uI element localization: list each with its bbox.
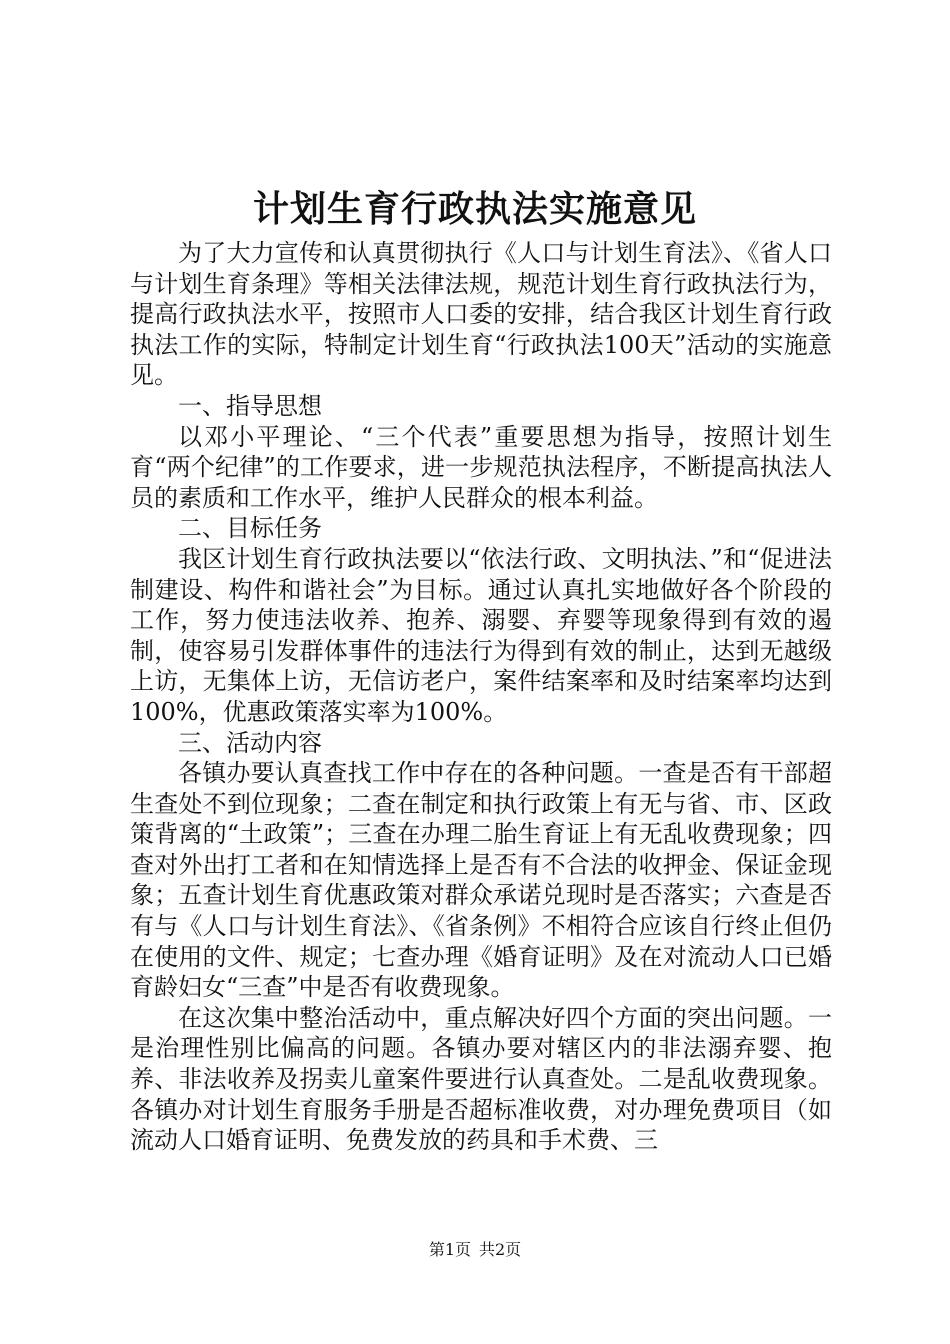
section-heading-activities: 三、活动内容 [178,728,322,757]
document-body [130,238,832,1156]
key-issues-paragraph: 在这次集中整治活动中，重点解决好四个方面的突出问题。一是治理性别比偏高的问题。各镇办要对辖区内的非法溺弃婴、抱养、非法收养及拐卖儿童案件要进行认真查处。二是乱收费现象。各镇办对计划生育服务手册是否超标准收费，对办理免费项目（如流动人口婚育证明、免费发放的药具和手术费、三 [130,1003,832,1155]
intro-paragraph: 为了大力宣传和认真贯彻执行《人口与计划生育法》、《省人口与计划生育条理》等相关法律法规，规范计划生育行政执法行为，提高行政执法水平，按照市人口委的安排，结合我区计划生育行政执法工作的实际，特制定计划生育“行政执法100天”活动的实施意见。 [130,239,832,390]
page-total: 共2页 [479,1240,522,1259]
section-heading-guiding-ideology: 一、指导思想 [178,391,322,420]
page-number: 第1页 [428,1240,471,1259]
page-footer [0,1238,950,1262]
document-title: 计划生育行政执法实施意见 [252,188,697,230]
activities-paragraph: 各镇办要认真查找工作中存在的各种问题。一查是否有干部超生查处不到位现象；二查在制定和执行政策上有无与省、市、区政策背离的“土政策”；三查在办理二胎生育证上有无乱收费现象；四查对外出打工者和在知情选择上是否有不合法的收押金、保证金现象；五查计划生育优惠政策对群众承诺兑现时是否落实；六查是否有与《人口与计划生育法》、《省条例》不相符合应该自行终止但仍在使用的文件、规定；七查办理《婚育证明》及在对流动人口已婚育龄妇女“三查”中是否有收费现象。 [130,759,832,1002]
section-heading-goals: 二、目标任务 [178,514,322,543]
guiding-ideology-paragraph: 以邓小平理论、“三个代表”重要思想为指导，按照计划生育“两个纪律”的工作要求，进一步规范执法程序，不断提高执法人员的素质和工作水平，维护人民群众的根本利益。 [130,422,832,512]
goals-paragraph: 我区计划生育行政执法要以“依法行政、文明执法、”和“促进法制建设、构件和谐社会”为目标。通过认真扎实地做好各个阶段的工作，努力使违法收养、抱养、溺婴、弃婴等现象得到有效的遏制，使容易引发群体事件的违法行为得到有效的制止，达到无越级上访，无集体上访，无信访老户，案件结案率和及时结案率均达到100%，优惠政策落实率为100%。 [130,544,832,726]
